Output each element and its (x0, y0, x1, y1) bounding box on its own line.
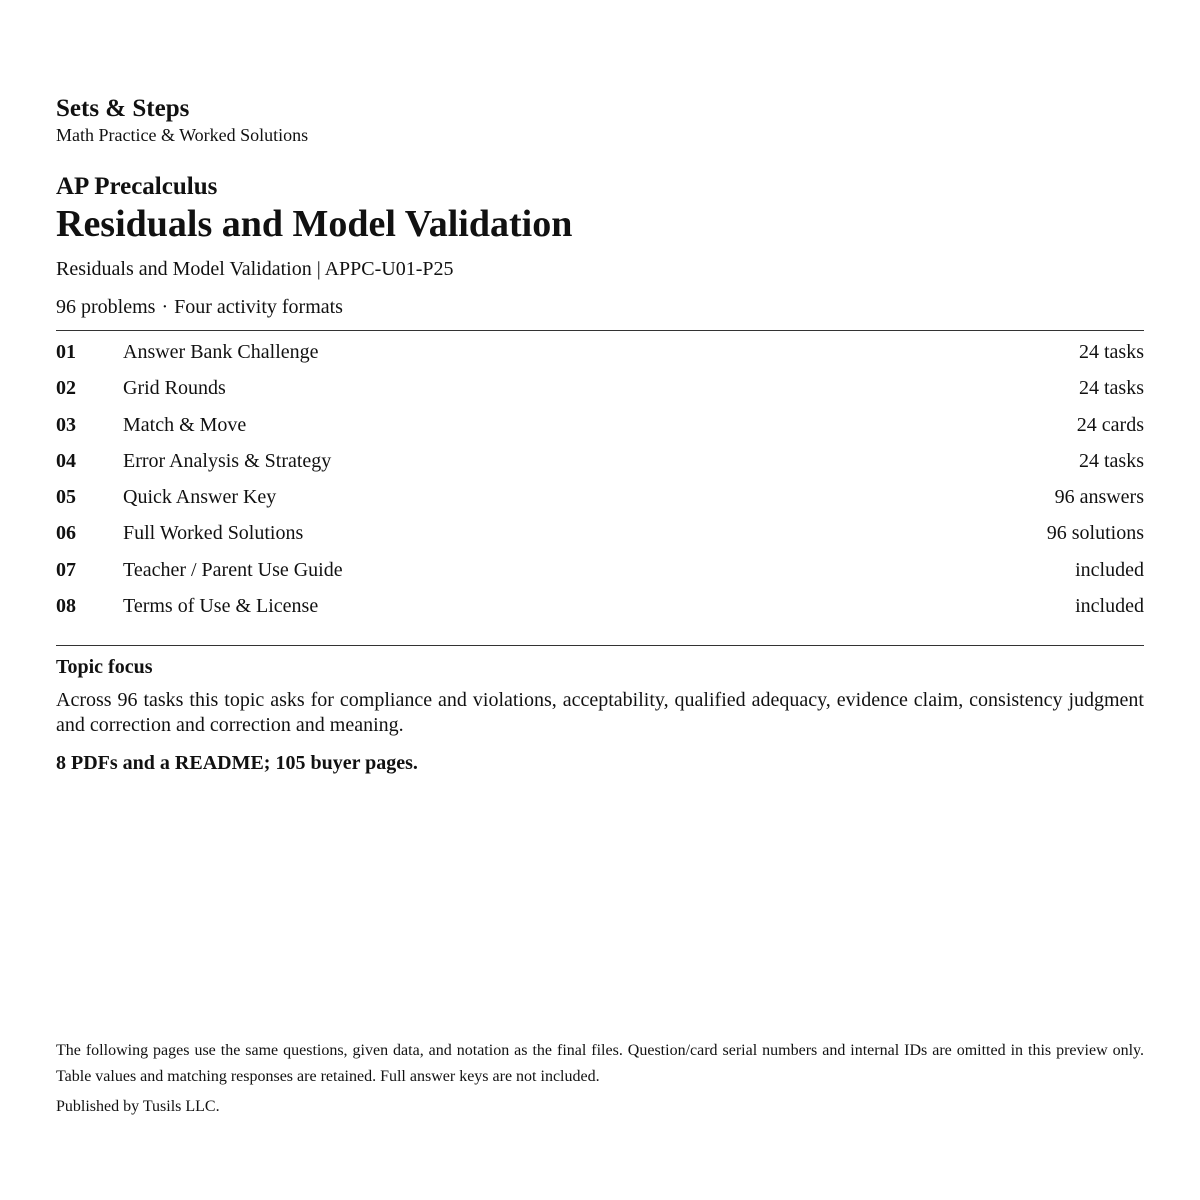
item-label: Full Worked Solutions (123, 522, 304, 545)
preview-disclaimer: The following pages use the same questions, given data, and notation as the final files. Question/card serial numbers and internal IDs are omitted in this preview only. Table values and matching responses are retained. Full answer keys are not included. (56, 1042, 1144, 1085)
item-count: included (1075, 595, 1144, 618)
item-count: 24 tasks (1079, 377, 1144, 400)
publisher-line: Published by Tusils LLC. (56, 1098, 220, 1115)
contents-item (56, 595, 1144, 631)
item-label: Grid Rounds (123, 377, 226, 400)
item-number: 04 (56, 449, 76, 472)
format-count: Four activity formats (174, 296, 343, 318)
item-label: Answer Bank Challenge (123, 341, 319, 363)
item-number: 01 (56, 341, 76, 363)
course-name: AP Precalculus (56, 173, 218, 200)
item-count: 96 solutions (1046, 522, 1144, 545)
contents-item (56, 377, 1144, 413)
item-number: 03 (56, 413, 76, 436)
subtitle: Residuals and Model Validation | APPC-U01-P25 (56, 258, 454, 280)
item-count: included (1075, 558, 1144, 581)
product-page (56, 94, 1144, 776)
summary-separator: · (161, 296, 169, 318)
item-number: 05 (56, 486, 76, 509)
brand-tagline: Math Practice & Worked Solutions (56, 125, 309, 145)
page-title: Residuals and Model Validation (56, 203, 573, 245)
contents-item (56, 450, 1144, 486)
item-label: Terms of Use & License (123, 595, 319, 618)
item-count: 24 cards (1076, 413, 1144, 436)
item-number: 07 (56, 558, 76, 581)
item-number: 06 (56, 522, 76, 545)
divider-bottom (56, 645, 1144, 646)
item-label: Error Analysis & Strategy (123, 449, 332, 472)
contents-item (56, 486, 1144, 522)
contents-item (56, 414, 1144, 450)
topic-focus-text: Across 96 tasks this topic asks for compliance and violations, acceptability, qualified adequacy, evidence claim, consistency judgment and correction and correction and meaning. (56, 689, 1144, 737)
contents-item (56, 522, 1144, 558)
summary-line (56, 294, 1144, 320)
item-count: 96 answers (1054, 486, 1144, 509)
files-note: 8 PDFs and a README; 105 buyer pages. (56, 752, 418, 775)
brand-name: Sets & Steps (56, 95, 190, 122)
item-label: Quick Answer Key (123, 486, 277, 509)
problem-count: 96 problems (56, 296, 156, 318)
contents-list (56, 331, 1144, 645)
item-label: Teacher / Parent Use Guide (123, 558, 343, 581)
topic-focus-heading: Topic focus (56, 656, 153, 679)
contents-item (56, 341, 1144, 377)
item-label: Match & Move (123, 413, 247, 436)
contents-item (56, 559, 1144, 595)
item-number: 02 (56, 377, 76, 400)
footer (56, 1038, 1144, 1118)
item-count: 24 tasks (1079, 341, 1144, 363)
item-count: 24 tasks (1079, 449, 1144, 472)
item-number: 08 (56, 595, 76, 618)
